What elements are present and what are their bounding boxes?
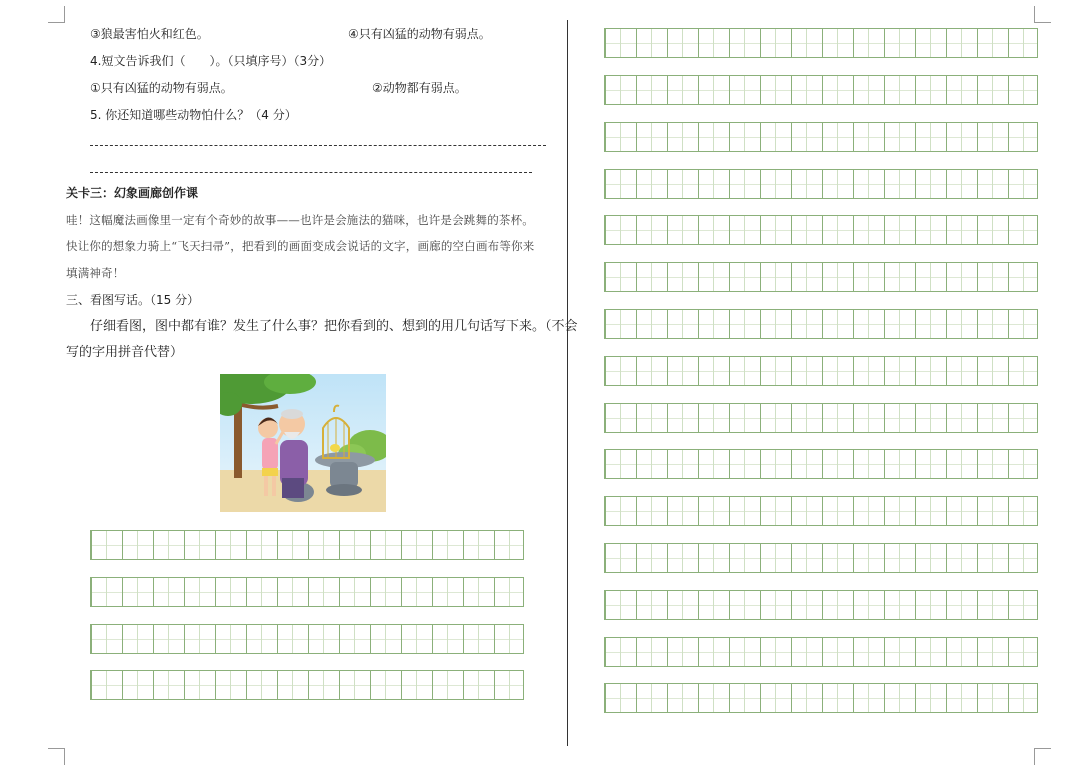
q3-option-4: ④只有凶猛的动物有弱点。 [348, 27, 491, 41]
q4-option-2: ②动物都有弱点。 [372, 81, 467, 95]
writing-grid-row[interactable] [604, 496, 1038, 526]
writing-grid-row[interactable] [604, 309, 1038, 339]
writing-grid-row[interactable] [604, 683, 1038, 713]
writing-grid-row[interactable] [604, 215, 1038, 245]
column-divider [567, 20, 568, 746]
q4-stem: 4.短文告诉我们（ ）。（只填序号）（3分） [90, 54, 332, 68]
stage3-title: 关卡三：幻象画廊创作课 [66, 186, 199, 200]
girl-and-grandpa-with-birdcage-illustration [220, 374, 386, 512]
writing-grid-row[interactable] [604, 403, 1038, 433]
writing-grid-row[interactable] [604, 543, 1038, 573]
section3-instruction: 仔细看图，图中都有谁？发生了什么事？把你看到的、想到的用几句话写下来。（不会 [90, 319, 578, 334]
answer-dash-line[interactable] [90, 145, 546, 146]
writing-grid-row[interactable] [90, 530, 524, 560]
writing-grid-row[interactable] [604, 75, 1038, 105]
page-corner-mark [48, 6, 65, 23]
writing-grid-row[interactable] [90, 624, 524, 654]
writing-grid-row[interactable] [604, 637, 1038, 667]
answer-dash-line[interactable] [90, 172, 532, 173]
q4-option-1: ①只有凶猛的动物有弱点。 [90, 81, 233, 95]
writing-grid-row[interactable] [604, 262, 1038, 292]
writing-grid-row[interactable] [604, 28, 1038, 58]
writing-grid-row[interactable] [90, 577, 524, 607]
section3-instruction: 写的字用拼音代替） [66, 345, 184, 360]
writing-grid-row[interactable] [604, 590, 1038, 620]
q5-stem: 5. 你还知道哪些动物怕什么？（4 分） [90, 108, 297, 122]
page-corner-mark [1034, 748, 1051, 765]
section3-heading: 三、看图写话。（15 分） [66, 293, 200, 307]
page-corner-mark [1034, 6, 1051, 23]
stage3-intro-line: 填满神奇！ [66, 266, 125, 280]
writing-grid-row[interactable] [604, 122, 1038, 152]
writing-grid-row[interactable] [604, 449, 1038, 479]
q3-option-3: ③狼最害怕火和红色。 [90, 27, 209, 41]
stage3-intro-line: 快让你的想象力骑上“飞天扫帚”，把看到的画面变成会说话的文字，画廊的空白画布等你来 [66, 239, 535, 253]
writing-grid-row[interactable] [604, 356, 1038, 386]
stage3-intro-line: 哇！这幅魔法画像里一定有个奇妙的故事——也许是会施法的猫咪，也许是会跳舞的茶杯。 [66, 213, 534, 227]
page-corner-mark [48, 748, 65, 765]
writing-grid-row[interactable] [90, 670, 524, 700]
writing-grid-row[interactable] [604, 169, 1038, 199]
